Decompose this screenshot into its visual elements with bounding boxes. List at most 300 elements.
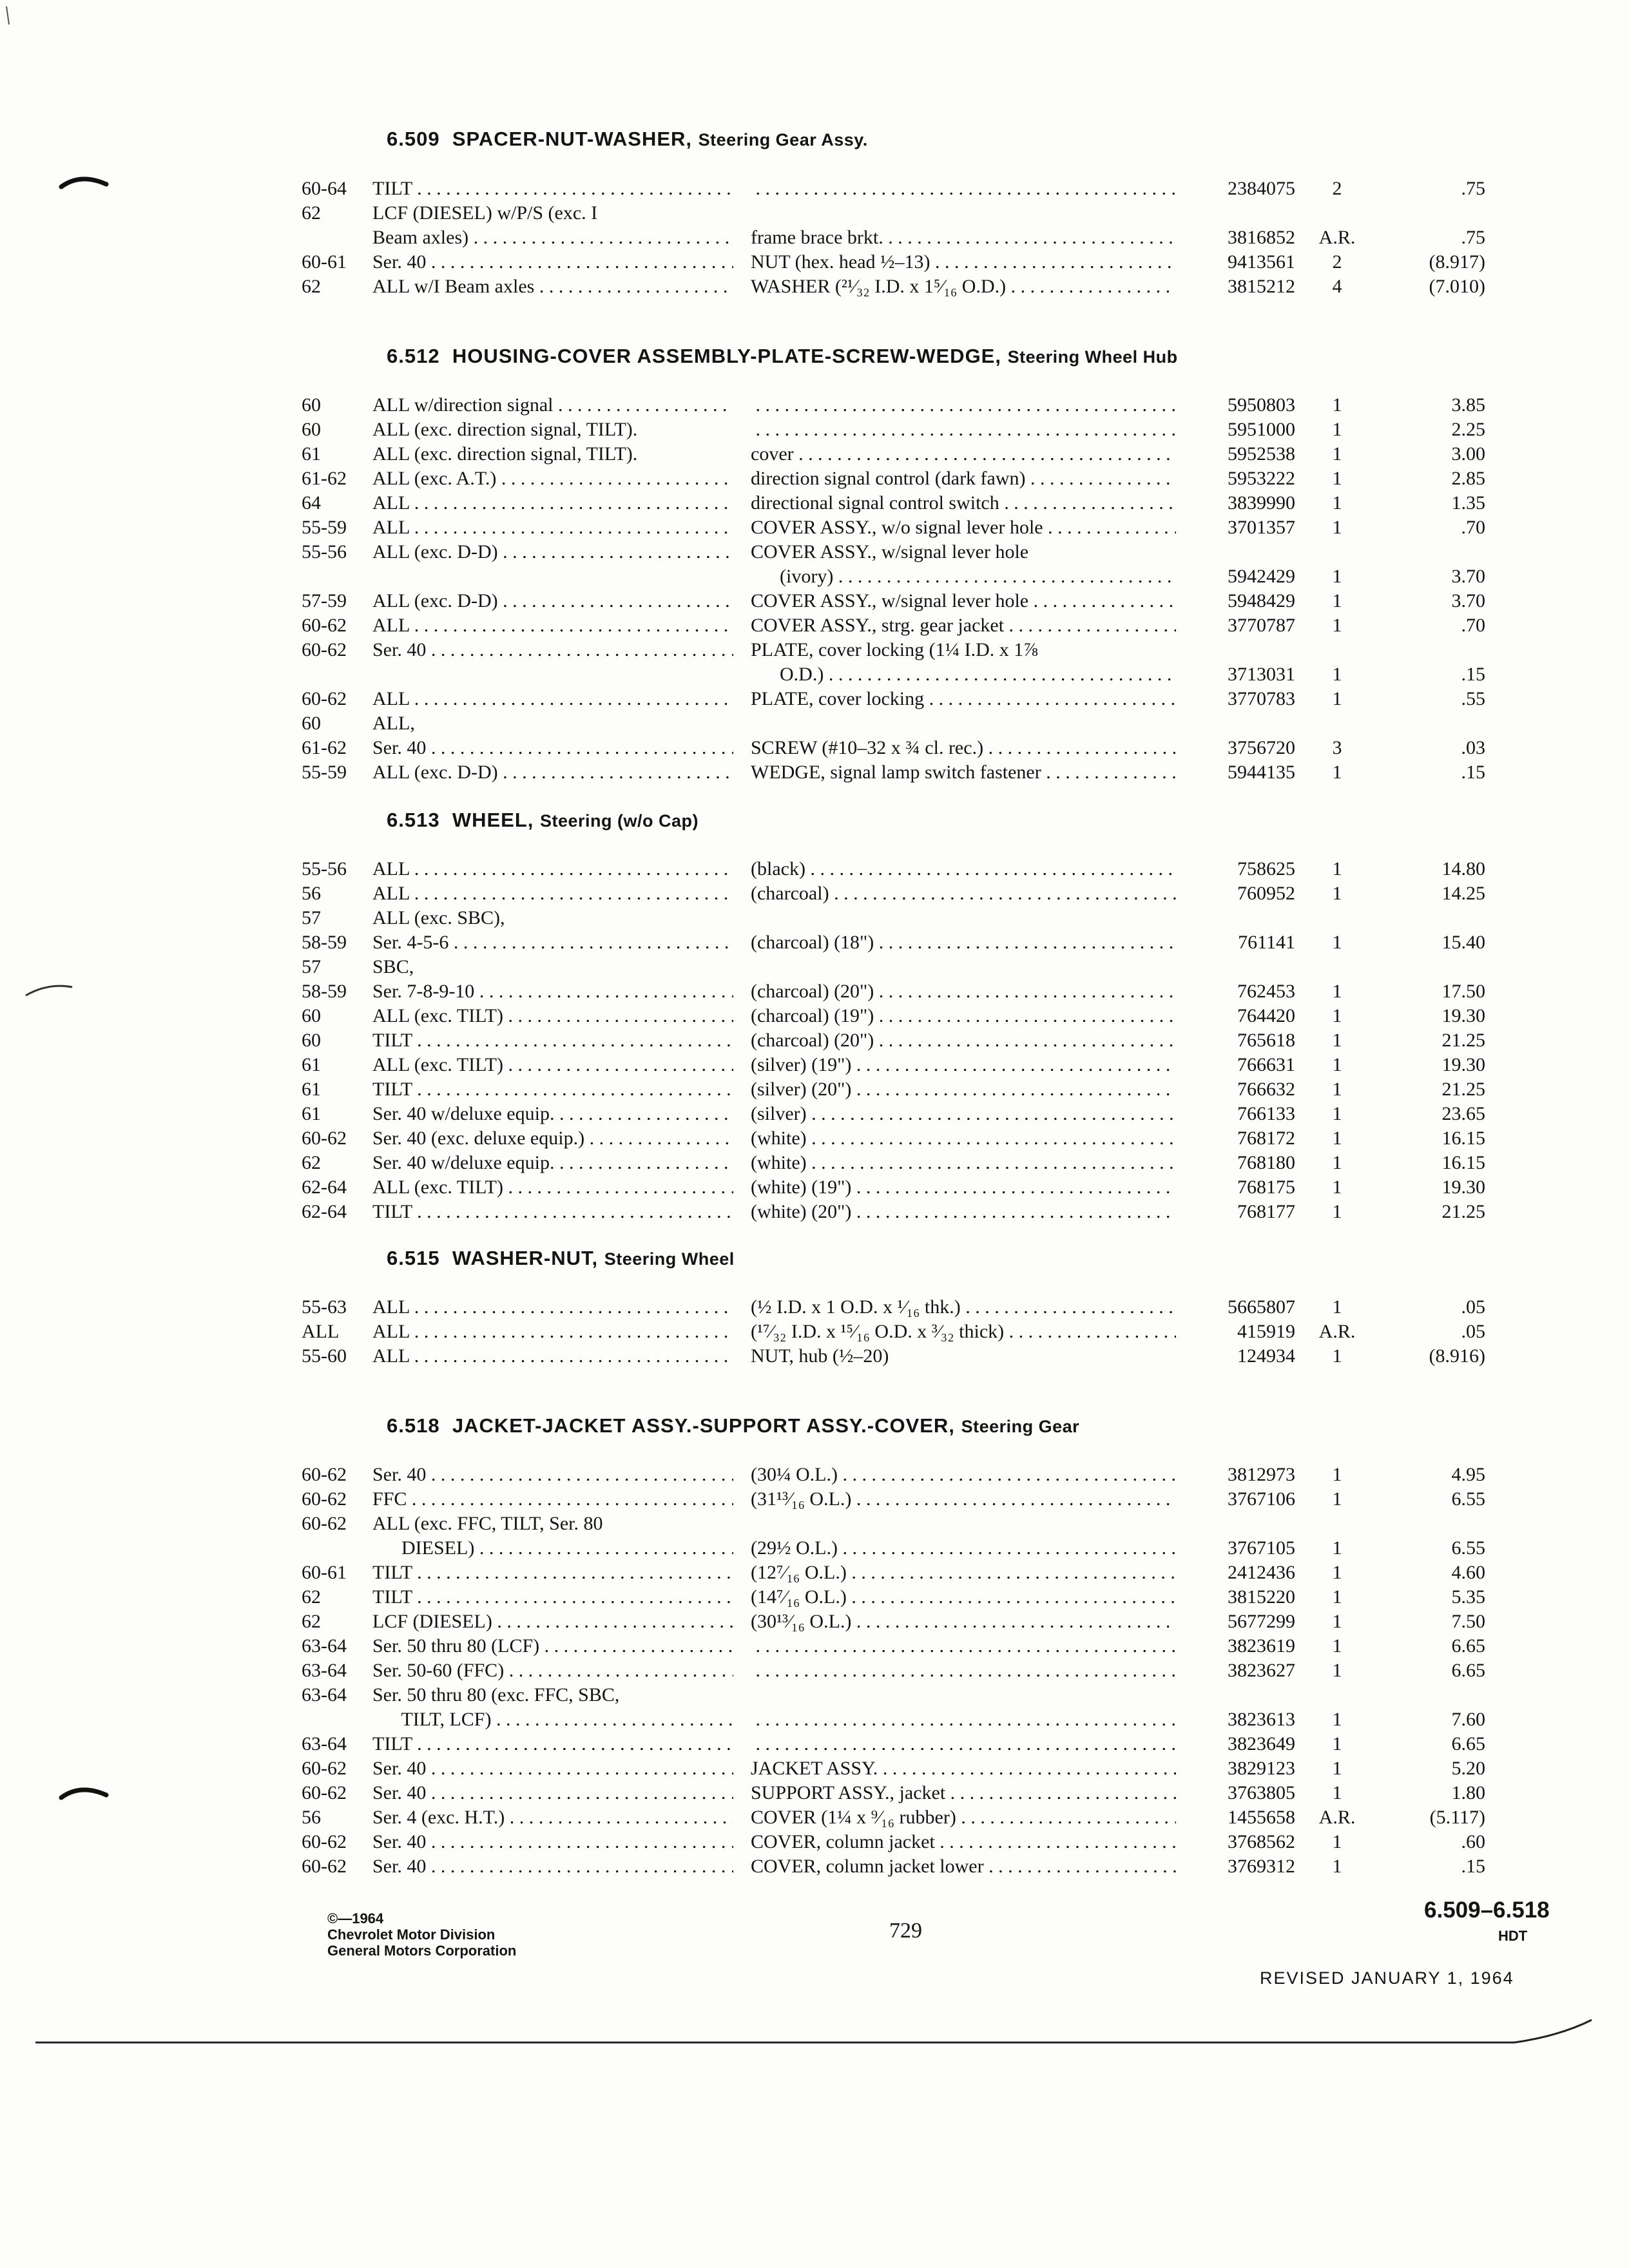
model-year: 55-59 [302,762,347,783]
model-year: 60-61 [302,251,347,273]
part-number: 124934 [1237,1345,1295,1367]
model-year: 57-59 [302,590,347,611]
part-number: 760952 [1237,883,1295,904]
part-number: 3770787 [1228,615,1295,636]
model-application: ALL . . . [372,858,733,880]
part-description: (charcoal) . . . [751,883,1176,905]
model-application: LCF (DIESEL) w/P/S (exc. I [372,202,598,224]
model-application: ALL w/I Beam axles . . . [372,276,733,298]
part-number: 3815212 [1228,276,1295,297]
model-year: 60-62 [302,615,347,636]
part-description: (white) (19") . . . [751,1177,1176,1198]
price: .60 [1461,1831,1485,1852]
parts-row [0,1103,1629,1128]
model-year: 63-64 [302,1733,347,1754]
part-description: WEDGE, signal lamp switch fastener . . . [751,762,1176,783]
price: (8.916) [1429,1345,1485,1367]
model-application: ALL (exc. SBC), [372,907,505,928]
model-application: Ser. 7-8-9-10 . . . [372,981,733,1003]
part-number: 764420 [1237,1005,1295,1026]
model-year: 60 [302,1005,321,1026]
part-number: 3767105 [1228,1537,1295,1559]
model-application: TILT . . . [372,1733,733,1755]
part-number: 3768562 [1228,1831,1295,1852]
model-application: Ser. 40 . . . [372,1464,733,1486]
parts-row [0,1782,1629,1807]
section-heading-6-509 [387,128,868,151]
quantity: 1 [1332,1345,1342,1367]
section-range: 6.509–6.518 [1424,1898,1550,1923]
parts-row [0,1005,1629,1030]
parts-row [0,737,1629,762]
model-application: ALL . . . [372,517,733,539]
price: (5.117) [1429,1807,1485,1828]
quantity: 1 [1332,1054,1342,1075]
model-application: TILT . . . [372,1030,733,1052]
model-year: 60-62 [302,1128,347,1149]
part-description: SUPPORT ASSY., jacket . . . [751,1782,1176,1804]
page-number: 729 [889,1919,922,1943]
part-number: 3823627 [1228,1660,1295,1681]
quantity: 1 [1332,492,1342,514]
parts-row [0,1488,1629,1513]
parts-row [0,1345,1629,1370]
price: .15 [1461,1856,1485,1877]
parts-row [0,1856,1629,1880]
parts-row [0,276,1629,300]
quantity: 2 [1332,251,1342,273]
model-application: ALL w/direction signal . . . [372,394,733,416]
model-application: TILT . . . [372,1586,733,1608]
part-description: WASHER (²¹⁄₃₂ I.D. x 1⁵⁄₁₆ O.D.) . . . [751,276,1176,298]
part-number: 758625 [1237,858,1295,879]
parts-row [0,932,1629,956]
parts-row [0,1513,1629,1537]
price: 6.65 [1451,1635,1485,1657]
part-description: directional signal control switch . . . [751,492,1176,514]
parts-row [0,639,1629,664]
model-application: ALL (exc. TILT) . . . [372,1005,733,1027]
corporation-name: General Motors Corporation [327,1943,517,1959]
section-heading-6-515 [387,1247,735,1270]
price: 21.25 [1441,1079,1485,1100]
model-year: 55-59 [302,517,347,538]
part-description: COVER, column jacket . . . [751,1831,1176,1853]
parts-row [0,541,1629,566]
model-year: 63-64 [302,1635,347,1657]
price: 21.25 [1441,1030,1485,1051]
model-year: 61-62 [302,468,347,489]
price: 5.35 [1451,1586,1485,1608]
part-number: 3823619 [1228,1635,1295,1657]
price: .70 [1461,615,1485,636]
model-year: 60 [302,394,321,416]
parts-row [0,713,1629,737]
price: 4.60 [1451,1562,1485,1583]
quantity: 1 [1332,419,1342,440]
price: .05 [1461,1296,1485,1318]
price: 19.30 [1441,1177,1485,1198]
price: 5.20 [1451,1758,1485,1779]
part-number: 3769312 [1228,1856,1295,1877]
part-description: cover . . . [751,443,1176,465]
parts-row [0,1054,1629,1079]
parts-row [0,443,1629,468]
section-subtitle: Steering Gear Assy. [698,130,868,149]
price: 2.85 [1451,468,1485,489]
quantity: 1 [1332,1831,1342,1852]
part-description: PLATE, cover locking . . . [751,688,1176,710]
model-year: 61-62 [302,737,347,758]
part-number: 5665807 [1228,1296,1295,1318]
part-number: 3812973 [1228,1464,1295,1485]
model-application: TILT . . . [372,1562,733,1584]
model-year: 55-60 [302,1345,347,1367]
model-year: 60-62 [302,1831,347,1852]
model-year: 61 [302,1103,321,1124]
model-application: ALL, [372,713,415,734]
part-description: PLATE, cover locking (1¼ I.D. x 1⅞ [751,639,1038,660]
parts-row [0,1635,1629,1660]
part-description: COVER, column jacket lower . . . [751,1856,1176,1878]
price: .15 [1461,664,1485,685]
part-number: 5953222 [1228,468,1295,489]
parts-row [0,227,1629,251]
part-description [751,1635,1176,1657]
model-year: 57 [302,907,321,928]
part-number: 3839990 [1228,492,1295,514]
model-year: 60-64 [302,178,347,199]
model-application: Ser. 40 . . . [372,1782,733,1804]
parts-row [0,1296,1629,1321]
parts-row [0,1030,1629,1054]
section-title: JACKET-JACKET ASSY.-SUPPORT ASSY.-COVER, [452,1414,955,1437]
part-number: 3823613 [1228,1709,1295,1730]
quantity: 1 [1332,883,1342,904]
model-application: ALL (exc. TILT) . . . [372,1177,733,1198]
part-number: 762453 [1237,981,1295,1002]
model-application: ALL (exc. A.T.) . . . [372,468,733,490]
quantity: 1 [1332,1733,1342,1754]
parts-row [0,883,1629,907]
part-description: (30¹³⁄₁₆ O.L.) . . . [751,1611,1176,1633]
section-subtitle: Steering Wheel Hub [1007,347,1178,367]
parts-row [0,1562,1629,1586]
model-application: ALL (exc. D-D) . . . [372,762,733,783]
section-number: 6.513 [387,809,440,831]
parts-row [0,1586,1629,1611]
parts-row [0,468,1629,492]
model-year: 60-62 [302,1758,347,1779]
model-application: Ser. 50 thru 80 (LCF) . . . [372,1635,733,1657]
model-year: 62 [302,276,321,297]
parts-row [0,590,1629,615]
model-application: Ser. 40 (exc. deluxe equip.) . . . [372,1128,733,1149]
parts-row [0,1177,1629,1201]
model-year: 62 [302,1586,321,1608]
part-description: (14⁷⁄₁₆ O.L.) . . . [751,1586,1176,1608]
part-number: 3763805 [1228,1782,1295,1803]
model-application: SBC, [372,956,414,977]
price: .05 [1461,1321,1485,1342]
price: 7.60 [1451,1709,1485,1730]
quantity: A.R. [1318,227,1356,248]
model-year: 64 [302,492,321,514]
price: 16.15 [1441,1128,1485,1149]
parts-row [0,1201,1629,1225]
parts-row [0,615,1629,639]
copyright: ©—1964 [327,1910,384,1927]
quantity: 2 [1332,178,1342,199]
model-year: 60-62 [302,1782,347,1803]
price: 4.95 [1451,1464,1485,1485]
section-subtitle: Steering Wheel [604,1249,735,1269]
quantity: 3 [1332,737,1342,758]
price: .03 [1461,737,1485,758]
parts-row [0,251,1629,276]
quantity: 1 [1332,615,1342,636]
part-number: 761141 [1238,932,1295,953]
price: 16.15 [1441,1152,1485,1173]
quantity: A.R. [1318,1321,1356,1342]
section-title: WASHER-NUT, [452,1247,599,1269]
model-application: ALL (exc. TILT) . . . [372,1054,733,1076]
model-year: 58-59 [302,981,347,1002]
section-title: SPACER-NUT-WASHER, [452,128,693,150]
part-number: 766133 [1237,1103,1295,1124]
parts-row [0,492,1629,517]
part-description [751,178,1176,200]
model-year: 62 [302,1152,321,1173]
catalog-code: HDT [1498,1928,1528,1944]
part-number: 3823649 [1228,1733,1295,1754]
model-year: 57 [302,956,321,977]
parts-row [0,1321,1629,1345]
model-application: ALL . . . [372,1296,733,1318]
model-year: 61 [302,1079,321,1100]
parts-row [0,1831,1629,1856]
price: 21.25 [1441,1201,1485,1222]
model-year: 55-56 [302,541,347,562]
quantity: 1 [1332,1758,1342,1779]
part-description: COVER ASSY., w/signal lever hole . . . [751,590,1176,612]
model-year: 63-64 [302,1684,347,1706]
part-number: 2384075 [1228,178,1295,199]
price: 19.30 [1441,1054,1485,1075]
model-year: 60-62 [302,1513,347,1534]
model-application: TILT, LCF) . . . [372,1709,733,1731]
part-description: frame brace brkt. . . . [751,227,1176,249]
part-description: O.D.) . . . [751,664,1176,686]
part-number: 3756720 [1228,737,1295,758]
section-title: HOUSING-COVER ASSEMBLY-PLATE-SCREW-WEDGE, [452,345,1001,367]
footer-publisher [327,1910,516,1959]
part-number: 768172 [1237,1128,1295,1149]
part-description: COVER ASSY., w/o signal lever hole . . . [751,517,1176,539]
model-application: FFC . . . [372,1488,733,1510]
section-number: 6.518 [387,1414,440,1437]
model-year: 60-62 [302,1488,347,1510]
parts-row [0,394,1629,419]
part-number: 5952538 [1228,443,1295,465]
model-year: 55-63 [302,1296,347,1318]
model-application: ALL . . . [372,1345,733,1367]
quantity: 1 [1332,1856,1342,1877]
part-description [751,1733,1176,1755]
parts-row [0,1128,1629,1152]
part-number: 3767106 [1228,1488,1295,1510]
quantity: 1 [1332,664,1342,685]
parts-row [0,202,1629,227]
part-number: 3829123 [1228,1758,1295,1779]
model-year: 62 [302,202,321,224]
price: 1.80 [1451,1782,1485,1803]
part-description: (silver) (19") . . . [751,1054,1176,1076]
part-description: (ivory) . . . [751,566,1176,588]
part-number: 5942429 [1228,566,1295,587]
quantity: 1 [1332,1296,1342,1318]
part-number: 3815220 [1228,1586,1295,1608]
part-number: 3770783 [1228,688,1295,709]
quantity: 1 [1332,762,1342,783]
part-description: (white) (20") . . . [751,1201,1176,1223]
part-number: 768175 [1237,1177,1295,1198]
section-title: WHEEL, [452,809,534,831]
section-heading-6-512 [387,345,1178,368]
model-application: Ser. 4 (exc. H.T.) . . . [372,1807,733,1829]
quantity: 1 [1332,1177,1342,1198]
parts-row [0,1079,1629,1103]
model-application: Ser. 40 w/deluxe equip. . . . [372,1152,733,1174]
quantity: 1 [1332,1782,1342,1803]
model-application: ALL . . . [372,615,733,637]
section-subtitle: Steering Gear [961,1417,1080,1436]
model-application: Ser. 40 . . . [372,1856,733,1878]
part-description: (white) . . . [751,1128,1176,1149]
model-year: 60-61 [302,1562,347,1583]
price: 14.80 [1441,858,1485,879]
model-application: Ser. 40 . . . [372,639,733,661]
model-year: ALL [302,1321,340,1342]
section-heading-6-513 [387,809,699,832]
model-year: 60 [302,419,321,440]
model-year: 63-64 [302,1660,347,1681]
quantity: 1 [1332,688,1342,709]
quantity: 1 [1332,1464,1342,1485]
part-description: direction signal control (dark fawn) . . . [751,468,1176,490]
part-description: SCREW (#10–32 x ¾ cl. rec.) . . . [751,737,1176,759]
parts-row [0,981,1629,1005]
part-description: (silver) (20") . . . [751,1079,1176,1100]
part-number: 2412436 [1228,1562,1295,1583]
price: .70 [1461,517,1485,538]
parts-row [0,664,1629,688]
part-number: 3701357 [1228,517,1295,538]
parts-row [0,1464,1629,1488]
model-year: 60 [302,713,321,734]
part-number: 1455658 [1228,1807,1295,1828]
model-application: LCF (DIESEL) . . . [372,1611,733,1633]
division-name: Chevrolet Motor Division [327,1927,496,1943]
quantity: 1 [1332,468,1342,489]
parts-row [0,956,1629,981]
quantity: 1 [1332,1562,1342,1583]
price: .75 [1461,227,1485,248]
part-description: (charcoal) (18") . . . [751,932,1176,954]
section-heading-6-518 [387,1414,1079,1437]
part-number: 5944135 [1228,762,1295,783]
part-description: (30¼ O.L.) . . . [751,1464,1176,1486]
price: 6.55 [1451,1488,1485,1510]
section-number: 6.509 [387,128,440,150]
part-number: 415919 [1237,1321,1295,1342]
quantity: 1 [1332,566,1342,587]
model-application: ALL (exc. D-D) . . . [372,541,733,563]
part-description: (charcoal) (20") . . . [751,981,1176,1003]
model-application: ALL . . . [372,688,733,710]
quantity: 1 [1332,981,1342,1002]
model-application: Ser. 50-60 (FFC) . . . [372,1660,733,1682]
model-application: Ser. 4-5-6 . . . [372,932,733,954]
model-year: 62 [302,1611,321,1632]
part-description: (12⁷⁄₁₆ O.L.) . . . [751,1562,1176,1584]
price: 15.40 [1441,932,1485,953]
quantity: 1 [1332,1152,1342,1173]
part-description: COVER ASSY., w/signal lever hole [751,541,1029,562]
part-description: (white) . . . [751,1152,1176,1174]
parts-row [0,1807,1629,1831]
part-number: 5951000 [1228,419,1295,440]
part-number: 765618 [1237,1030,1295,1051]
model-year: 60-62 [302,1856,347,1877]
part-description: (silver) . . . [751,1103,1176,1125]
model-application: ALL . . . [372,1321,733,1343]
model-application: ALL . . . [372,492,733,514]
price: 6.65 [1451,1660,1485,1681]
model-application: Ser. 40 . . . [372,737,733,759]
part-description: (charcoal) (19") . . . [751,1005,1176,1027]
part-number: 3713031 [1228,664,1295,685]
price: 2.25 [1451,419,1485,440]
price: 7.50 [1451,1611,1485,1632]
price: 6.55 [1451,1537,1485,1559]
price: 14.25 [1441,883,1485,904]
quantity: 1 [1332,1201,1342,1222]
model-application: ALL . . . [372,883,733,905]
parts-row [0,517,1629,541]
model-year: 55-56 [302,858,347,879]
model-year: 62-64 [302,1177,347,1198]
model-application: Ser. 40 . . . [372,1831,733,1853]
model-application: Ser. 40 . . . [372,251,733,273]
part-number: 5950803 [1228,394,1295,416]
part-number: 3816852 [1228,227,1295,248]
quantity: 1 [1332,1005,1342,1026]
parts-row [0,1660,1629,1684]
part-description: (charcoal) (20") . . . [751,1030,1176,1052]
part-description [751,419,1176,441]
part-number: 5677299 [1228,1611,1295,1632]
price: 19.30 [1441,1005,1485,1026]
part-description: (¹⁷⁄₃₂ I.D. x ¹⁵⁄₁₆ O.D. x ³⁄₃₂ thick) . . . [751,1321,1176,1343]
part-description: (½ I.D. x 1 O.D. x ¹⁄₁₆ thk.) . . . [751,1296,1176,1318]
quantity: 1 [1332,1586,1342,1608]
price: (7.010) [1429,276,1485,297]
part-description: JACKET ASSY. . . . [751,1758,1176,1780]
parts-row [0,1152,1629,1177]
part-description: (black) . . . [751,858,1176,880]
quantity: 1 [1332,1611,1342,1632]
